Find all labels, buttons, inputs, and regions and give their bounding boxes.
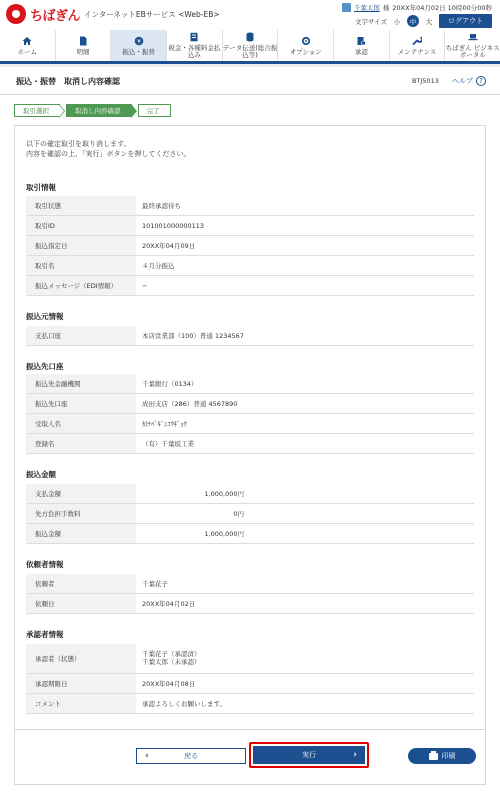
row-label: コメント [26, 694, 136, 713]
nav-label: メンテナンス [397, 47, 437, 56]
nav-label: ちばぎん ビジネスポータル [445, 44, 500, 59]
chevron-right-icon: › [353, 750, 357, 760]
back-button[interactable] [136, 748, 246, 764]
row-label: 依頼者 [26, 574, 136, 593]
row-recipient-name [26, 414, 474, 434]
approver-entry: 千葉太郎（未承認） [142, 658, 201, 666]
section-title-destination: 振込先口座 [26, 362, 64, 371]
execute-button[interactable] [253, 746, 365, 764]
help-label: ヘルプ [452, 77, 473, 85]
row-request-date [26, 594, 474, 614]
instruction-text [26, 139, 191, 159]
document-icon [78, 36, 88, 46]
nav-label: 振込・振替 [122, 47, 155, 56]
row-value: ｶ)ﾁﾊﾞｷﾞﾝｺｳｷﾞｮｳ [142, 420, 187, 428]
nav-tax[interactable] [166, 30, 222, 61]
row-approval-deadline [26, 674, 474, 694]
font-medium-button[interactable]: 中 [407, 15, 419, 27]
back-button-label: 戻る [184, 752, 198, 760]
chevron-left-icon: ‹ [145, 751, 149, 761]
logout-button[interactable]: ログアウト [439, 14, 492, 28]
wrench-icon [412, 36, 422, 46]
service-name: インターネットEBサービス <Web-EB> [84, 9, 220, 19]
nav-label: 承認 [354, 47, 368, 56]
help-link[interactable] [452, 76, 486, 86]
approval-icon [356, 36, 366, 46]
row-value [136, 484, 474, 503]
row-payment-account [26, 326, 474, 346]
row-value: 本店営業部（100）普通 1234567 [142, 332, 244, 340]
printer-icon [429, 753, 438, 760]
row-label: 依頼日 [26, 594, 136, 613]
nav-label: オプション [289, 47, 322, 56]
section-title-transaction: 取引情報 [26, 183, 56, 192]
nav-label: データ伝送(総合振込等) [222, 44, 278, 59]
row-label: 支払口座 [26, 326, 136, 345]
row-label: 振込先口座 [26, 394, 136, 413]
execute-button-label: 実行 [302, 751, 316, 759]
user-suffix: 様 [382, 4, 390, 12]
row-requester [26, 574, 474, 594]
nav-maintenance[interactable] [389, 30, 445, 61]
section-title-amount: 振込金額 [26, 470, 56, 479]
user-info [342, 3, 492, 12]
nav-statements[interactable] [55, 30, 111, 61]
help-icon: ? [476, 76, 486, 86]
footer-divider [14, 729, 486, 730]
nav-label: 明細 [76, 47, 90, 56]
print-button[interactable] [408, 748, 476, 764]
app-header [0, 0, 500, 30]
nav-business-portal[interactable] [444, 30, 500, 61]
global-nav [0, 30, 500, 64]
font-small-button[interactable]: 小 [393, 17, 401, 26]
row-label: 受取人名 [26, 414, 136, 433]
amount-value: 1,000,000円 [204, 530, 244, 538]
row-label: 登録名 [26, 434, 136, 453]
row-label: 振込先金融機関 [26, 374, 136, 393]
row-approver [26, 644, 474, 674]
row-value [136, 644, 474, 673]
nav-label: 税金・各種料金払込み [168, 44, 221, 59]
row-label: 取引ID [26, 216, 136, 235]
row-label: 振込指定日 [26, 236, 136, 255]
row-value: − [142, 281, 148, 290]
row-label: 支払金額 [26, 484, 136, 503]
amount-value: 0円 [233, 510, 244, 518]
database-icon [245, 32, 255, 42]
main-content [0, 67, 500, 811]
row-label: 振込金額 [26, 524, 136, 543]
row-dest-bank [26, 374, 474, 394]
user-icon [342, 3, 351, 12]
amount-value: 1,000,000円 [204, 490, 244, 498]
nav-label: ホーム [17, 47, 38, 56]
login-time: 20XX年04月02日 10時00分00秒 [392, 4, 492, 12]
row-value: 成田支店（286）普通 4567890 [142, 400, 238, 408]
bank-logo-icon [6, 4, 26, 24]
nav-transfer[interactable] [110, 30, 166, 61]
page-title: 振込・振替 取消し内容確認 [16, 77, 120, 86]
section-title-source: 振込元情報 [26, 312, 64, 321]
row-transfer-amount [26, 524, 474, 544]
nav-data-transfer[interactable] [222, 30, 278, 61]
section-title-approver: 承認者情報 [26, 630, 64, 639]
svg-text:¥: ¥ [136, 37, 141, 45]
bank-logo[interactable] [6, 4, 220, 24]
row-value: （有）千葉坂工業 [142, 440, 194, 448]
row-value: 千葉花子 [142, 580, 168, 588]
row-label: 振込メッセージ（EDI情報） [26, 276, 136, 295]
row-label: 承認期限日 [26, 674, 136, 693]
step-select: 取引選択 [14, 104, 60, 117]
nav-approval[interactable] [333, 30, 389, 61]
section-title-requester: 依頼者情報 [26, 560, 64, 569]
title-bar [0, 67, 500, 95]
row-status [26, 196, 474, 216]
tax-icon [189, 32, 199, 42]
row-value [136, 504, 474, 523]
row-label: 取引名 [26, 256, 136, 275]
user-name-link[interactable]: 千葉太郎 [353, 4, 380, 12]
instruction-line: 以下の確定取引を取り消します。 [26, 140, 131, 148]
laptop-icon [468, 32, 478, 42]
row-label: 先方負担手数料 [26, 504, 136, 523]
row-label: 承認者（状態） [26, 644, 136, 673]
row-value: 20XX年04月02日 [142, 600, 196, 608]
screen-id: BTJ5013 [412, 77, 439, 85]
bank-name: ちばぎん [30, 8, 81, 24]
row-recipient-fee [26, 504, 474, 524]
approver-entry: 千葉花子（承認済） [142, 650, 201, 658]
row-value: 20XX年04月08日 [142, 680, 196, 688]
step-confirm: 取消し内容確認 [66, 104, 132, 117]
instruction-line: 内容を確認の上、「実行」ボタンを押してください。 [26, 150, 191, 158]
row-dest-account [26, 394, 474, 414]
font-size-control [355, 14, 492, 28]
gear-icon [301, 36, 311, 46]
font-large-button[interactable]: 大 [425, 17, 433, 26]
row-comment [26, 694, 474, 714]
row-value [136, 524, 474, 543]
row-label: 取引状態 [26, 196, 136, 215]
row-transaction-name [26, 256, 474, 276]
row-registered-name [26, 434, 474, 454]
print-button-label: 印刷 [441, 752, 456, 760]
row-edi-message [26, 276, 474, 296]
step-complete: 完了 [138, 104, 171, 117]
row-payment-amount [26, 484, 474, 504]
home-icon [22, 36, 32, 46]
font-size-label: 文字サイズ [355, 17, 387, 26]
row-value: 最終承認待ち [142, 202, 181, 210]
row-value: 承認よろしくお願いします。 [142, 700, 226, 708]
row-value: 20XX年04月09日 [142, 242, 196, 250]
row-value: ４月分振込 [142, 262, 175, 270]
row-value: 101001000000113 [142, 221, 205, 230]
row-transaction-id [26, 216, 474, 236]
row-transfer-date [26, 236, 474, 256]
nav-home[interactable] [0, 30, 55, 61]
transfer-icon [134, 36, 144, 46]
row-value: 千葉銀行（0134） [142, 380, 198, 388]
progress-steps [14, 104, 177, 117]
nav-options[interactable] [277, 30, 333, 61]
